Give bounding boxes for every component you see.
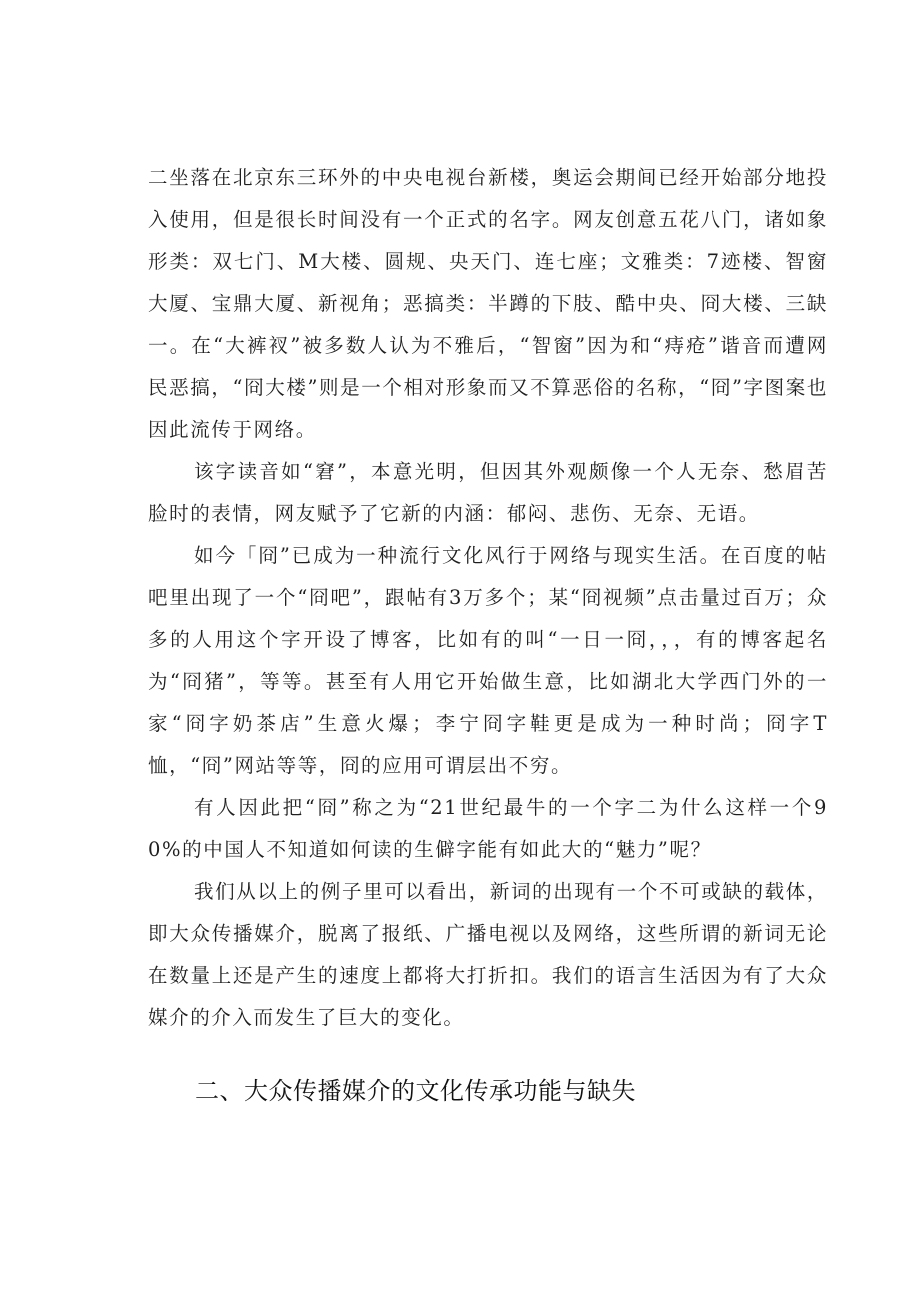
paragraph-5: 我们从以上的例子里可以看出，新词的出现有一个不可或缺的载体，即大众传播媒介，脱离了报纸、广播电视以及网络，这些所谓的新词无论在数量上还是产生的速度上都将大打折扣。我们的语言生活因为有了大众媒介的介入而发生了巨大的变化。 bbox=[148, 880, 828, 1029]
body-text bbox=[148, 157, 828, 1039]
paragraph-3: 如今「冏”已成为一种流行文化风行于网络与现实生活。在百度的帖吧里出现了一个“冏吧”，跟帖有3万多个；某“冏视频”点击量过百万；众多的人用这个字开设了博客，比如有的叫“一日一冏，，，有的博客起名为“冏猪”，等等。甚至有人用它开始做生意，比如湖北大学西门外的一家“冏字奶茶店”生意火爆；李宁冏字鞋更是成为一种时尚；冏字T恤，“冏”网站等等，冏的应用可谓层出不穷。 bbox=[148, 544, 828, 777]
paragraph-1: 二坐落在北京东三环外的中央电视台新楼，奥运会期间已经开始部分地投入使用，但是很长时间没有一个正式的名字。网友创意五花八门，诸如象形类：双七门、M大楼、圆规、央天门、连七座；文雅类：7迹楼、智窗大厦、宝鼎大厦、新视角；恶搞类：半蹲的下肢、酷中央、冏大楼、三缺一。在“大裤衩”被多数人认为不雅后，“智窗”因为和“痔疮”谐音而遭网民恶搞，“冏大楼”则是一个相对形象而又不算恶俗的名称，“冏”字图案也因此流传于网络。 bbox=[148, 166, 828, 441]
paragraph-4: 有人因此把“冏”称之为“21世纪最牛的一个字二为什么这样一个90%的中国人不知道如何读的生僻字能有如此大的“魅力”呢？ bbox=[148, 796, 828, 861]
section-heading: 二、大众传播媒介的文化传承功能与缺失 bbox=[195, 1077, 636, 1105]
paragraph-2: 该字读音如“窘”，本意光明，但因其外观颇像一个人无奈、愁眉苦脸时的表情，网友赋予了它新的内涵：郁闷、悲伤、无奈、无语。 bbox=[148, 460, 828, 525]
